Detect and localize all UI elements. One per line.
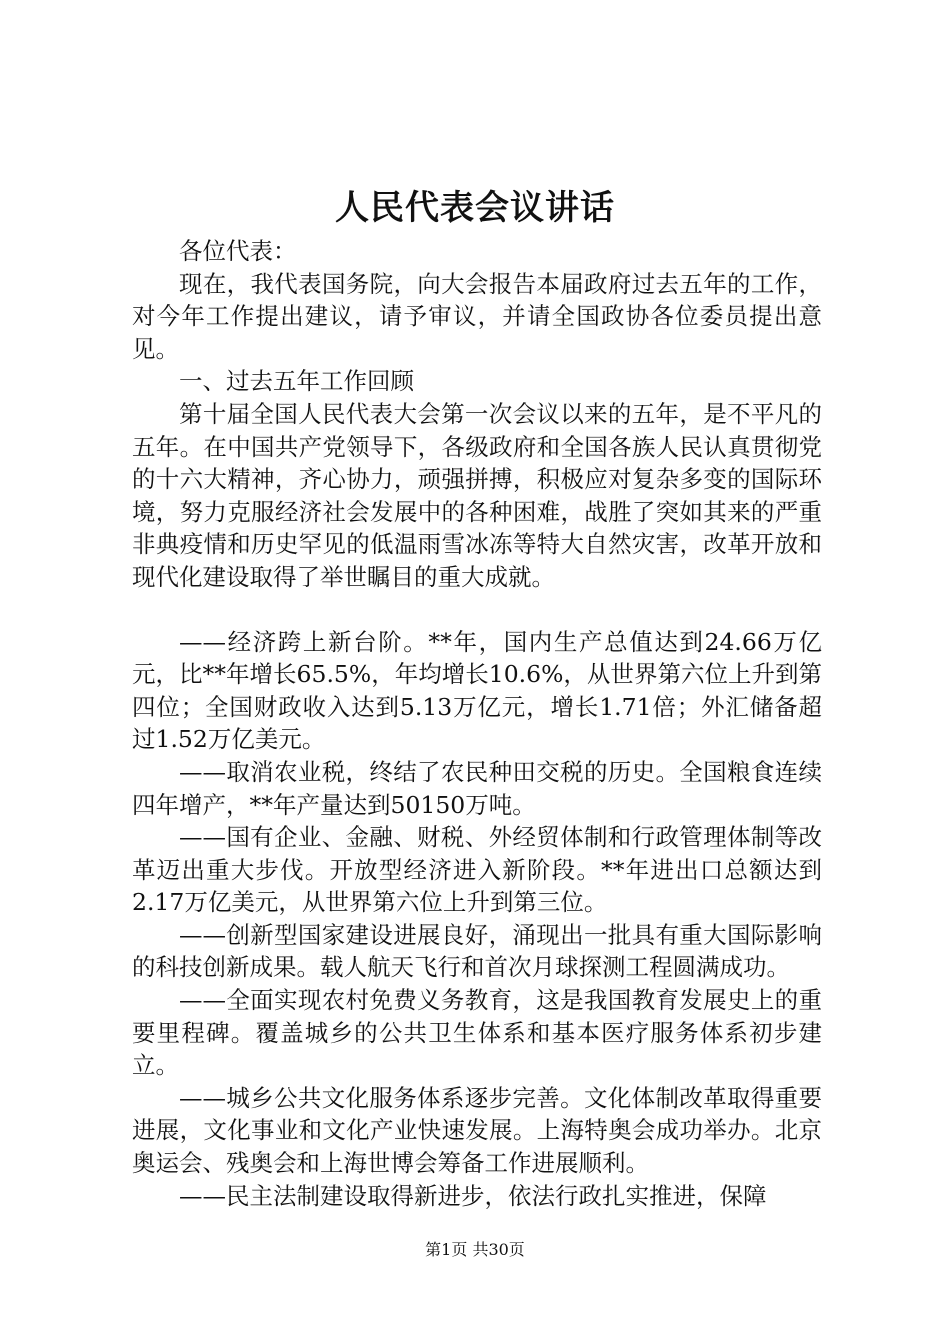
section-heading: 一、过去五年工作回顾 xyxy=(179,367,414,396)
paragraph: ——城乡公共文化服务体系逐步完善。文化体制改革取得重要进展，文化事业和文化产业快速发展。上海特奥会成功举办。北京奥运会、残奥会和上海世博会筹备工作进展顺利。 xyxy=(132,1083,822,1178)
salutation: 各位代表： xyxy=(179,237,297,265)
paragraph: ——取消农业税，终结了农民种田交税的历史。全国粮食连续四年增产，**年产量达到50150万吨。 xyxy=(132,757,822,819)
paragraph: ——创新型国家建设进展良好，涌现出一批具有重大国际影响的科技创新成果。载人航天飞行和首次月球探测工程圆满成功。 xyxy=(132,920,822,982)
paragraph: ——民主法制建设取得新进步，依法行政扎实推进，保障 xyxy=(179,1181,767,1210)
document-body xyxy=(132,235,822,1212)
paragraph: ——经济跨上新台阶。**年，国内生产总值达到24.66万亿元，比**年增长65.5%，年均增长10.6%，从世界第六位上升到第四位；全国财政收入达到5.13万亿元，增长1.71倍；外汇储备超过1.52万亿美元。 xyxy=(132,627,822,754)
document-title: 人民代表会议讲话 xyxy=(335,188,615,228)
page-number-footer: 第1页 共30页 xyxy=(425,1240,525,1259)
paragraph: ——全面实现农村免费义务教育，这是我国教育发展史上的重要里程碑。覆盖城乡的公共卫生体系和基本医疗服务体系初步建立。 xyxy=(132,986,822,1080)
paragraph: 第十届全国人民代表大会第一次会议以来的五年，是不平凡的五年。在中国共产党领导下，各级政府和全国各族人民认真贯彻党的十六大精神，齐心协力，顽强拼搏，积极应对复杂多变的国际环境，努力克服经济社会发展中的各种困难，战胜了突如其来的严重非典疫情和历史罕见的低温雨雪冰冻等特大自然灾害，改革开放和现代化建设取得了举世瞩目的重大成就。 xyxy=(132,399,822,591)
paragraph-intro: 现在，我代表国务院，向大会报告本届政府过去五年的工作，对今年工作提出建议，请予审议，并请全国政协各位委员提出意见。 xyxy=(132,269,822,363)
paragraph: ——国有企业、金融、财税、外经贸体制和行政管理体制等改革迈出重大步伐。开放型经济进入新阶段。**年进出口总额达到2.17万亿美元，从世界第六位上升到第三位。 xyxy=(132,823,822,917)
